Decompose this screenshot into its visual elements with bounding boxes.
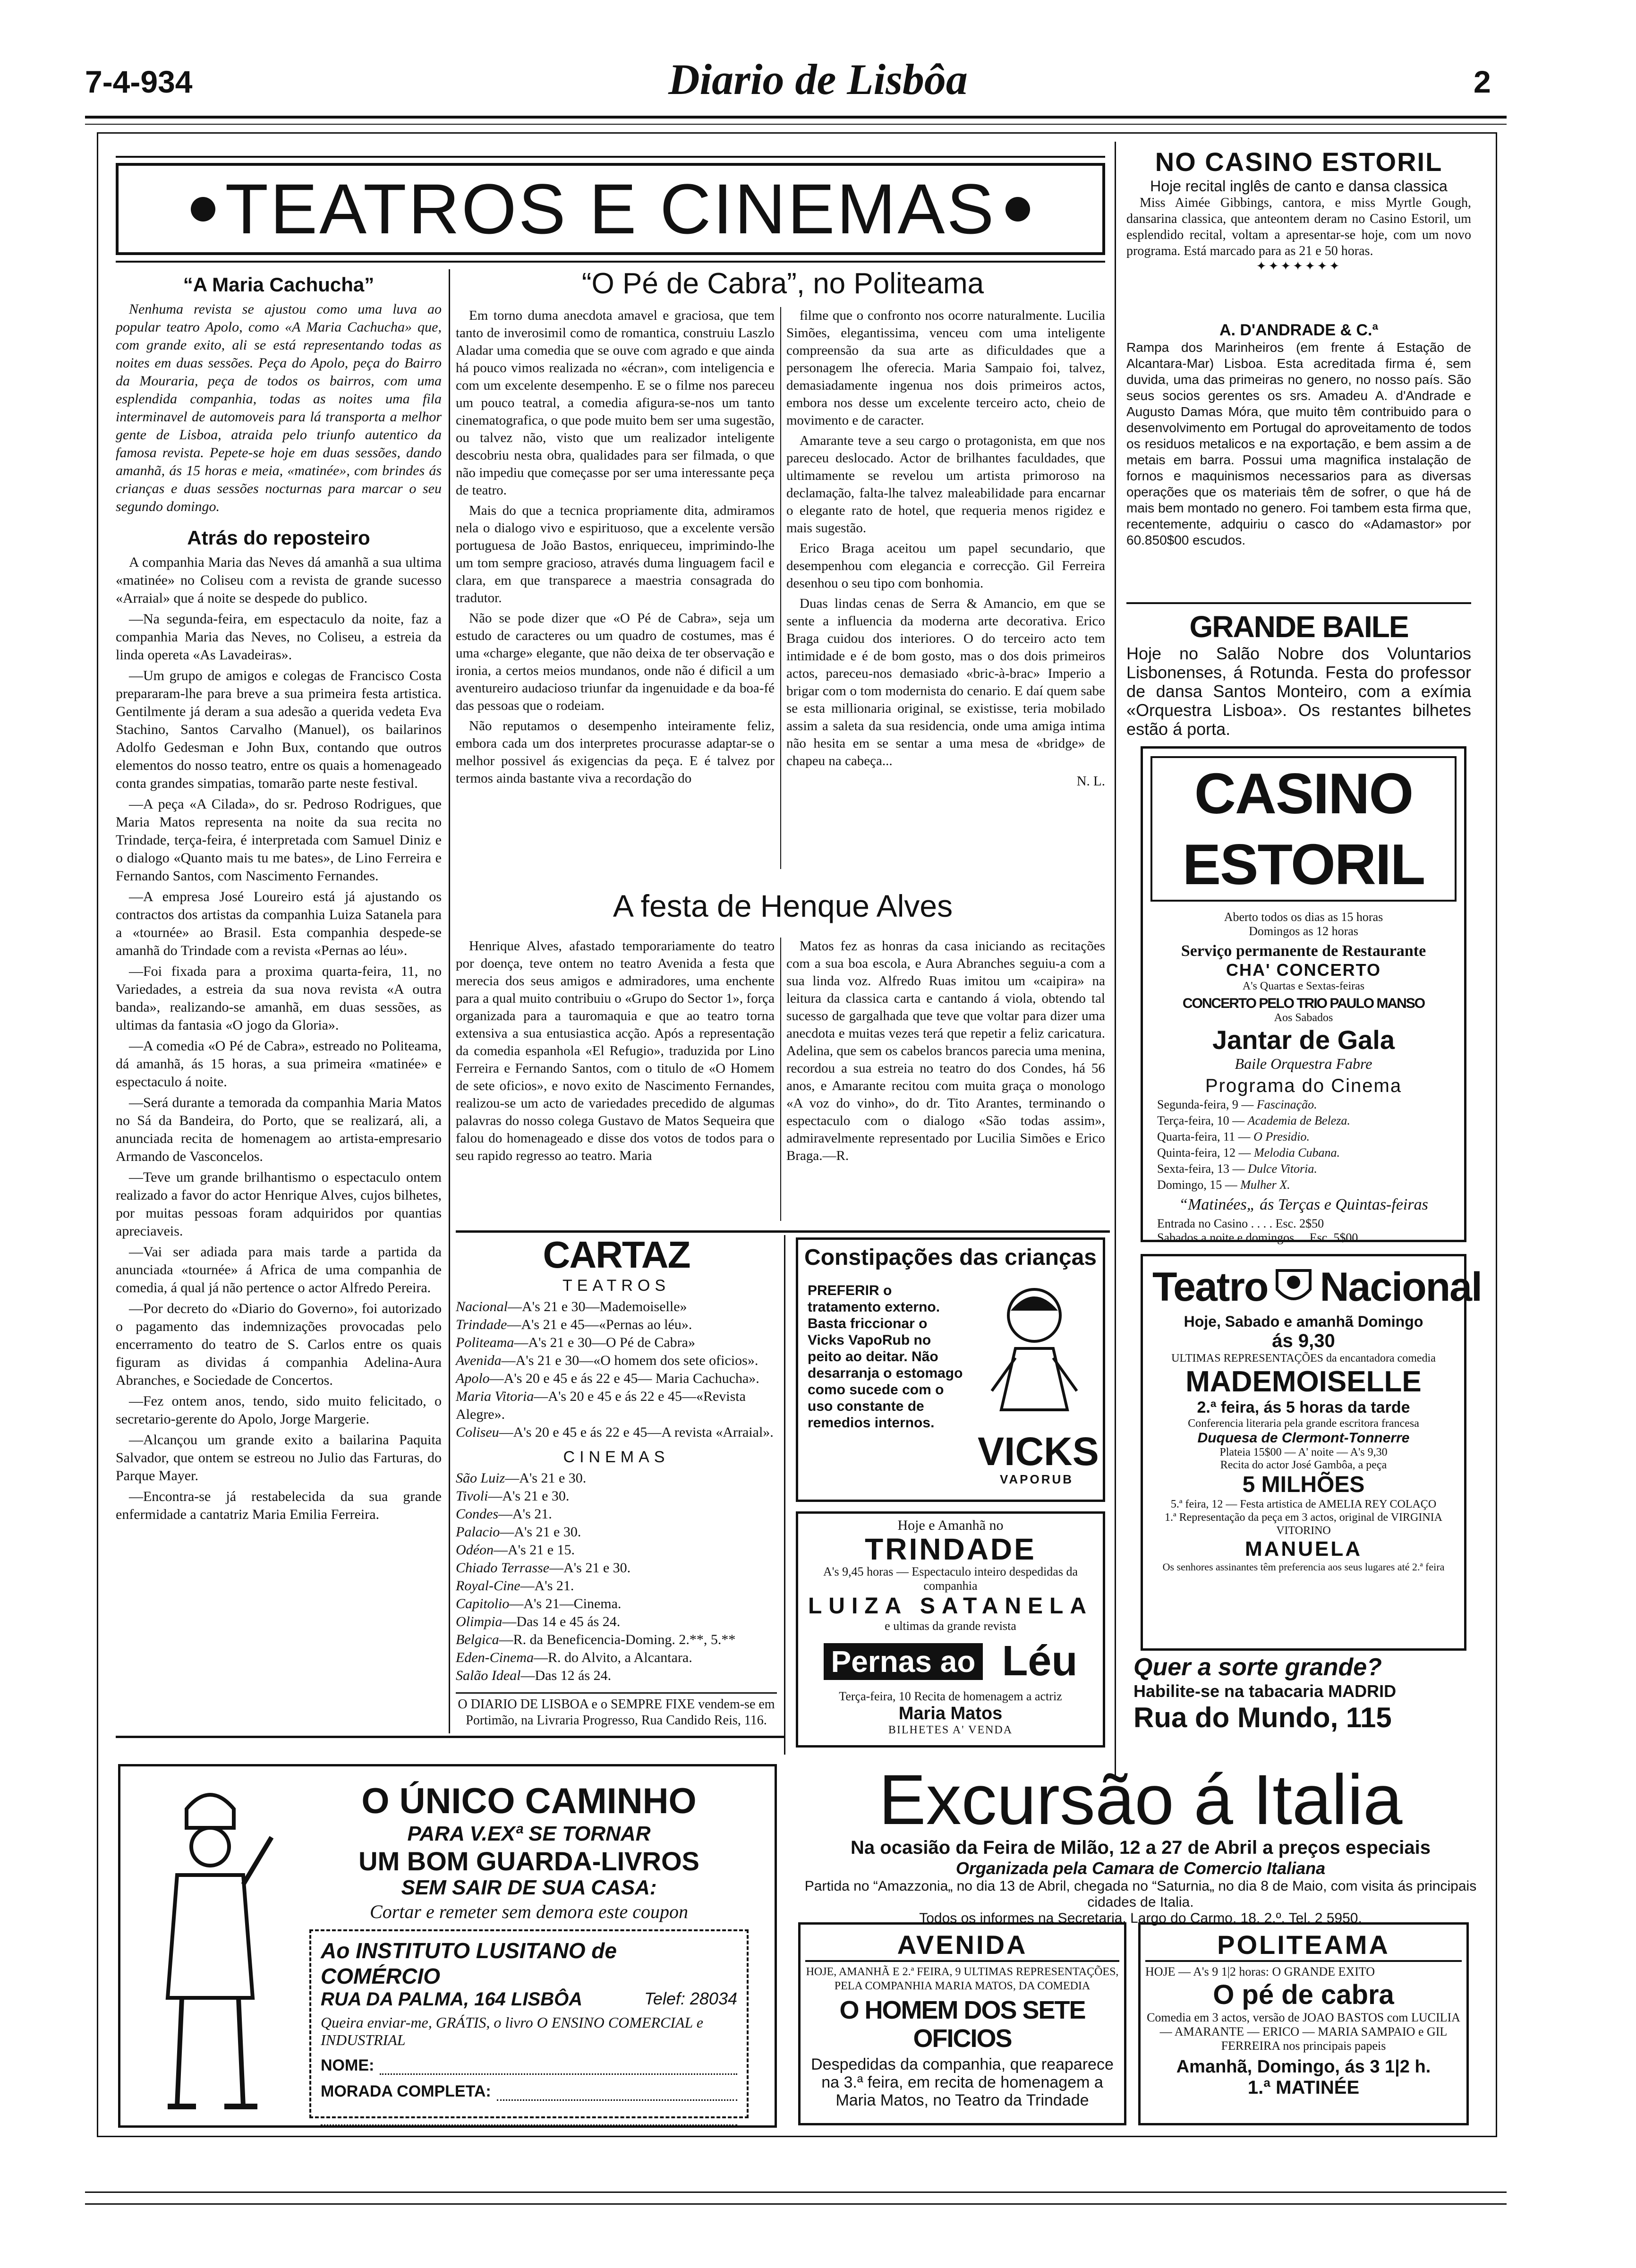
cartaz-teatro-text: —A's 21 e 45—«Pernas ao léu». bbox=[507, 1317, 692, 1332]
sorte-line1: Quer a sorte grande? bbox=[1133, 1654, 1382, 1681]
cartaz-cinema-name: Royal-Cine bbox=[456, 1578, 520, 1594]
casino-film-day: Terça-feira, 10 — bbox=[1157, 1114, 1245, 1127]
cartaz-cinema-text: —A's 21—Cinema. bbox=[509, 1596, 622, 1611]
col1-paragraph: —A empresa José Loureiro está já ajustando os contractos dos artistas da companhia Luiza Satanela para a «tournée» ao Brasil. Esta companhia despede-se amanhã do Trindade com a revista «Pernas ao léu». bbox=[116, 889, 442, 958]
casino-film-day: Quarta-feira, 11 — bbox=[1157, 1130, 1251, 1143]
trindade-play-right: Léu bbox=[1002, 1637, 1078, 1685]
cartaz-teatro-text: —A's 20 e 45 e ás 22 e 45—A revista «Arraial». bbox=[499, 1424, 774, 1440]
constipacoes-title: Constipações das crianças bbox=[804, 1245, 1097, 1270]
instituto-addr-row bbox=[321, 1989, 737, 2010]
avenida-text: Despedidas da companhia, que reaparece na 3.ª feira, em recita de homenagem a Maria Matos, no Teatro da Trindade bbox=[811, 2055, 1114, 2109]
pe-paragraph: filme que o confronto nos ocorre naturalmente. Lucilia Simões, elegantissima, venceu com uma inteligente compreensão da sua arte as dificuldades que a personagem lhe oferecia. Maria Sampaio foi, talvez, demasiadamente ingenua nos dois primeiros actos, embora nos desse um excelente terceiro acto, cheio de movimento e de caracter. bbox=[786, 308, 1105, 428]
cartaz-teatro-text: —A's 20 e 45 e ás 22 e 45—«Revista Alegre». bbox=[456, 1389, 746, 1422]
italia-line1: Na ocasião da Feira de Milão, 12 a 27 de Abril a preços especiais bbox=[851, 1837, 1431, 1858]
cartaz-cinema-text: —A's 21 e 15. bbox=[493, 1542, 575, 1558]
grande-baile-title: GRANDE BAILE bbox=[1189, 610, 1408, 644]
cartaz-teatro-name: Coliseu bbox=[456, 1424, 499, 1440]
cartaz-cinema-item bbox=[456, 1541, 777, 1559]
casino-concerto: CONCERTO PELO TRIO PAULO MANSO bbox=[1182, 996, 1425, 1011]
cartaz-teatro-text: —A's 21 e 30—O Pé de Cabra» bbox=[514, 1335, 695, 1350]
instituto-line1: O ÚNICO CAMINHO bbox=[361, 1781, 697, 1821]
cartaz-teatro-name: Maria Vitoria bbox=[456, 1389, 534, 1404]
casino-news-title: NO CASINO ESTORIL bbox=[1155, 147, 1443, 177]
masthead-rule bbox=[85, 116, 1507, 119]
column-divider bbox=[449, 269, 450, 1733]
casino-baile: Baile Orquestra Fabre bbox=[1235, 1055, 1372, 1072]
col1-paragraph: —Na segunda-feira, em espectaculo da noite, faz a companhia Maria das Neves, no Coliseu, a estreia da linda opereta «As Lavadeiras». bbox=[116, 611, 442, 663]
col1-paragraph: —Teve um grande brilhantismo o espectaculo ontem realizado a favor do actor Henrique Alves, cujos bilhetes, por muitas pessoas foram adquiridos por quantias apreciaveis. bbox=[116, 1169, 442, 1239]
instituto-tel: Telef: 28034 bbox=[644, 1989, 737, 2008]
vicks-brand-sub: VAPORUB bbox=[999, 1472, 1074, 1486]
casino-film-title: Mulher X. bbox=[1240, 1178, 1290, 1192]
banner-dot-right-icon bbox=[1005, 197, 1030, 222]
henrique-right: Matos fez as honras da casa iniciando as recitações com a sua boa escola, e Aura Abranches seguiu-a com a sua linda voz. Alfredo Ruas imitou um «caipira» na leitura da classica carta e cantando á viola, obtendo tal sucesso de gargalhada que teve que voltar para dizer uma anecdota e muitas vezes terá que repetir a feliz caricatura. Adelina, que sem os cabelos brancos parecia uma menina, recordou a sua estreia no teatro do dos Condes, há 56 anos, e Amarante recitou com muita graça o monologo «A voz do vinho», do dr. Tito Arantes, terminando o espectaculo com o dialogo «São todas assim», admiravelmente representado por Lucilia Simões e Erico Braga.—R. bbox=[786, 938, 1105, 1163]
instituto-line3: UM BOM GUARDA-LIVROS bbox=[358, 1846, 699, 1876]
teatro-nacional-socios: Os senhores assinantes têm preferencia aos seus lugares até 2.ª feira bbox=[1162, 1561, 1445, 1573]
maria-cachucha-headline: “A Maria Cachucha” bbox=[183, 273, 375, 296]
politeama-play: O pé de cabra bbox=[1213, 1979, 1394, 2010]
cartaz-cinema-name: Belgica bbox=[456, 1632, 499, 1647]
grande-baile bbox=[1126, 609, 1471, 737]
trindade-ad bbox=[796, 1511, 1105, 1748]
morada-label: MORADA COMPLETA: bbox=[321, 2082, 491, 2100]
cartaz-teatro-item bbox=[456, 1424, 777, 1441]
andrade-title: A. D'ANDRADE & C.ª bbox=[1219, 321, 1379, 339]
masthead-date: 7-4-934 bbox=[85, 64, 193, 99]
cartaz-cinema-item bbox=[456, 1487, 777, 1505]
casino-news-text: Miss Aimée Gibbings, cantora, e miss Myrtle Gough, dansarina classica, que anteontem deram no Casino Estoril, um esplendido recital, voltam a apresentar-se hoje, com um novo programa. Está marcado para as 21 e 50 horas. bbox=[1126, 196, 1471, 258]
sorte-line3: Rua do Mundo, 115 bbox=[1133, 1702, 1392, 1733]
trindade-company: LUIZA SATANELA bbox=[808, 1594, 1093, 1619]
casino-matinees: “Matinées„ ás Terças e Quintas-feiras bbox=[1179, 1196, 1428, 1213]
teatro-nacional-header bbox=[1148, 1261, 1482, 1313]
politeama-ad bbox=[1138, 1922, 1469, 2125]
cartaz-teatro-name: Trindade bbox=[456, 1317, 507, 1332]
cartaz-cinema-name: Odéon bbox=[456, 1542, 494, 1558]
politeama-matinee: 1.ª MATINÉE bbox=[1247, 2077, 1360, 2098]
casino-film-title: O Presidio. bbox=[1253, 1130, 1310, 1143]
trindade-title: TRINDADE bbox=[865, 1532, 1036, 1566]
col1-paragraph: —Foi fixada para a proxima quarta-feira, 11, no Variedades, a estreia da sua nova revista «A outra banda», realizando-se amanhã, em duas sessões, as ultimas da fantasia «O jogo da Gloria». bbox=[116, 963, 442, 1033]
instituto-coupon bbox=[309, 1929, 749, 2118]
cartaz-cinema-text: —R. do Alvito, a Alcantara. bbox=[533, 1650, 692, 1665]
cartaz-teatro-name: Politeama bbox=[456, 1335, 514, 1350]
column-divider bbox=[780, 307, 781, 869]
trindade-sub: A's 9,45 horas — Espectaculo inteiro despedidas da companhia bbox=[823, 1565, 1078, 1593]
masthead-title: Diario de Lisbôa bbox=[668, 55, 968, 103]
casino-open-2: Domingos as 12 horas bbox=[1249, 924, 1358, 938]
casino-open-1: Aberto todos os dias as 15 horas bbox=[1224, 910, 1383, 924]
cartaz-title: CARTAZ bbox=[543, 1234, 690, 1276]
sorte-line2: Habilite-se na tabacaria MADRID bbox=[1133, 1681, 1397, 1701]
italia-title: Excursão á Italia bbox=[878, 1760, 1403, 1839]
politeama-text: Comedia em 3 actos, versão de JOAO BASTOS com LUCILIA — AMARANTE — ERICO — MARIA SAMPAIO e GIL FERREIRA nos principais papeis bbox=[1147, 2011, 1460, 2053]
politeama-amanha: Amanhã, Domingo, ás 3 1|2 h. bbox=[1176, 2057, 1431, 2077]
cartaz-cinema-text: —A's 21 e 30. bbox=[549, 1560, 631, 1576]
trindade-venda: BILHETES A' VENDA bbox=[888, 1724, 1013, 1736]
soldier-illustration-icon bbox=[139, 1781, 281, 2121]
teatro-nacional-quinta: 5.ª feira, 12 — Festa artistica de AMELIA REY COLAÇO bbox=[1170, 1498, 1437, 1510]
casino-estoril-ad bbox=[1141, 746, 1466, 1245]
trindade-ultimas: e ultimas da grande revista bbox=[885, 1619, 1016, 1633]
casino-news-divider: ✦✦✦✦✦✦✦ bbox=[1256, 259, 1342, 273]
casino-jantar: Jantar de Gala bbox=[1212, 1025, 1395, 1055]
teatro-nacional-title-right: Nacional bbox=[1320, 1264, 1482, 1310]
andrade-notice bbox=[1126, 321, 1471, 609]
cartaz-teatros-label: TEATROS bbox=[562, 1277, 671, 1295]
col1-paragraph: —Fez ontem anos, tendo, sido muito felicitado, o secretario-gerente do Apolo, Jorge Margerie. bbox=[116, 1393, 442, 1427]
section-rule bbox=[1126, 602, 1471, 604]
henrique-left: Henrique Alves, afastado temporariamente do teatro por doença, teve ontem no teatro Avenida a festa que merecia dos seus amigos e admiradores, uma enchente para a qual muito contribuiu o «Grupo do Sector 1», força organizada para a tauromaquia e que ao teatro torna extensiva a sua entusiastica acção. Após a representação da comedia espanhola «El Refugio», traduzida por Lino Ferreira e Fernando Santos, com o titulo de «O Homem de sete oficios», e novo exito de Nascimento Fernandes, realizou-se um acto de variedades precedido de algumas palavras do nosso colega Gustavo de Matos Sequeira que falou do homenageado e disse dos votos de todos para o seu rapido regresso ao teatro. Maria bbox=[456, 938, 775, 1163]
henrique-alves-headline: A festa de Henque Alves bbox=[613, 888, 953, 923]
casino-film-day: Sexta-feira, 13 — bbox=[1157, 1162, 1245, 1176]
cartaz-cinema-name: Salão Ideal bbox=[456, 1668, 521, 1683]
casino-news-sub: Hoje recital inglês de canto e dansa classica bbox=[1150, 178, 1448, 195]
cartaz-cinema-text: —A's 21 e 30. bbox=[505, 1470, 587, 1486]
trindade-actress: Maria Matos bbox=[898, 1704, 1003, 1723]
teatro-nacional-tarde: 2.ª feira, ás 5 horas da tarde bbox=[1197, 1398, 1410, 1416]
pe-paragraph: Erico Braga aceitou um papel secundario, que desempenhou com elegancia e correcção. Gil Ferreira desenhou o seu tipo com bonhomia. bbox=[786, 541, 1105, 591]
casino-film-title: Melodia Cubana. bbox=[1254, 1146, 1340, 1160]
cartaz-teatro-item bbox=[456, 1388, 777, 1424]
casino-concerto-days: Aos Sabados bbox=[1274, 1012, 1333, 1024]
cartaz-cinema-item bbox=[456, 1613, 777, 1631]
casino-film-title: Dulce Vitoria. bbox=[1248, 1162, 1317, 1176]
constipacoes-text: PREFERIR o tratamento externo. Basta friccionar o Vicks VapoRub no peito ao deitar. Não desarranja o estomago como sucede com o uso constante de remedios internos. bbox=[808, 1283, 963, 1431]
col1-paragraph: —Será durante a temorada da companhia Maria Matos no Sá da Bandeira, do Porto, que se realizará, ali, a anunciada recita de homenagem ao artista-empresario Armando de Vasconcelos. bbox=[116, 1095, 442, 1164]
cartaz-cinema-text: —A's 21 e 30. bbox=[500, 1524, 581, 1540]
cartaz-cinema-item bbox=[456, 1595, 777, 1613]
trindade-hoje: Hoje e Amanhã no bbox=[897, 1518, 1004, 1533]
cartaz-cinema-name: São Luiz bbox=[456, 1470, 505, 1486]
cartaz-cinemas-label: CINEMAS bbox=[563, 1448, 670, 1466]
cartaz-footer: O DIARIO DE LISBOA e o SEMPRE FIXE vendem-se em Portimão, na Livraria Progresso, Rua Candido Reis, 116. bbox=[456, 1692, 777, 1729]
column-1 bbox=[116, 269, 442, 1729]
col1-paragraph: A companhia Maria das Neves dá amanhã a sua ultima «matinée» no Coliseu com a revista de grande sucesso «Arraial» que á noite se despede do publico. bbox=[116, 554, 442, 606]
vicks-brand: VICKS bbox=[978, 1429, 1099, 1474]
bottom-rule bbox=[85, 2203, 1507, 2205]
cartaz-teatro-text: —A's 21 e 30—Mademoiselle» bbox=[508, 1299, 687, 1314]
morada-field[interactable] bbox=[321, 2082, 737, 2101]
pe-paragraph: Não reputamos o desempenho inteiramente feliz, embora cada um dos interpretes procurasse adaptar-se o melhor possivel ás exigencias da peça. E é talvez por termos ainda bastante viva a recordação do bbox=[456, 718, 775, 786]
teatro-nacional-play2: 5 MILHÕES bbox=[1242, 1472, 1365, 1497]
column-divider bbox=[1115, 142, 1116, 1776]
casino-film-row bbox=[1157, 1097, 1450, 1113]
cartaz-teatro-name: Apolo bbox=[456, 1371, 490, 1386]
banner-dot-left-icon bbox=[191, 197, 215, 222]
italia-ad bbox=[793, 1760, 1488, 1926]
teatro-nacional-duquesa: Duquesa de Clermont-Tonnerre bbox=[1197, 1430, 1410, 1446]
column-divider bbox=[784, 1235, 785, 1755]
cartaz-cinema-name: Palacio bbox=[456, 1524, 500, 1540]
cartaz-cinema-item bbox=[456, 1523, 777, 1541]
banner-top-rule bbox=[116, 156, 1105, 158]
cartaz-cinema-text: —A's 21. bbox=[520, 1578, 574, 1594]
cartaz-teatro-name: Nacional bbox=[456, 1299, 508, 1314]
child-illustration-icon bbox=[973, 1282, 1096, 1415]
casino-cha: CHA' CONCERTO bbox=[1226, 960, 1381, 980]
banner-bottom-rule bbox=[116, 261, 1105, 263]
cartaz-teatro-text: —A's 20 e 45 e ás 22 e 45— Maria Cachucha». bbox=[489, 1371, 759, 1386]
italia-line3: Partida no “Amazzonia„ no dia 13 de Abril, chegada no “Saturnia„ no dia 8 de Maio, com visita ás principais cidades de Italia. bbox=[804, 1878, 1477, 1910]
morada-line[interactable] bbox=[497, 2083, 737, 2101]
casino-film-day: Quinta-feira, 12 — bbox=[1157, 1146, 1251, 1160]
pe-paragraph: Duas lindas cenas de Serra & Amancio, em que se sente a influencia da moderna arte decorativa. Erico Braga cuidou dos interiores. O do terceiro acto tem intimidade e é de bom gosto, mas o dos dois primeiros actos, pareceu-nos demasiado «bric-à-brac» Imperio a brigar com o tom modernista do cenario. E daí quem sabe se esta millionaria original, se existisse, teria mobilado assim a saleta da sua residencia, onde uma amiga intima não hesita em se sentar a uma mesa de «bridge» de chapeu na cabeça... bbox=[786, 596, 1105, 768]
instituto-addr: RUA DA PALMA, 164 LISBÔA bbox=[321, 1989, 583, 2010]
teatro-nacional-plateia: Plateia 15$00 — A' noite — A's 9,30 bbox=[1219, 1446, 1388, 1458]
casino-film-row bbox=[1157, 1161, 1450, 1177]
coat-of-arms-icon bbox=[1268, 1261, 1320, 1313]
cartaz-cinema-text: —R. da Beneficencia-Doming. 2.**, 5.** bbox=[499, 1632, 736, 1647]
maria-cachucha-text: Nenhuma revista se ajustou como uma luva ao popular teatro Apolo, como «A Maria Cachucha» que, com grande exito, ali se está representando todas as noites em duas sessões. Peça do Apolo, peça do Bairro da Mouraria, peça de todos os bairros, com uma esplendida companhia, todas as noites uma fila interminavel de automoveis para lá transporta a melhor gente de Lisboa, atraida pelo triunfo autentico da famosa revista. Pepete-se hoje em duas sessões, dando amanhã, ás 15 horas e meia, «matinée», com brindes ás crianças e duas sessões nocturnas para marcar o seu segundo domingo. bbox=[116, 301, 442, 514]
nome-label: NOME: bbox=[321, 2056, 375, 2074]
section-banner bbox=[116, 163, 1105, 255]
andrade-text: Rampa dos Marinheiros (em frente á Estação de Alcantara-Mar) Lisboa. Esta acreditada firma é, sem duvida, uma das primeiras no genero, no nosso país. São seus socios gerentes os srs. Amadeu A. d'Andrade e Augusto Damas Móra, que muito têm contribuido para o desenvolvimento em Portugal do aproveitamento de todos os residuos metalicos e na exportação, e bem assim a de metais em barra. Possui uma magnifica instalação de fornos e maquinismos necessarios para as diversas operações que os materiais têm de sofrer, o que há de mais bem montado no genero. Foi tambem esta firma que, recentemente, adquiriu o casco do «Adamastor» por 60.850$00 escudos. bbox=[1126, 340, 1471, 547]
masthead-rule-thin bbox=[85, 124, 1507, 125]
cartaz-teatro-item bbox=[456, 1370, 777, 1388]
avenida-sub: HOJE, AMANHÃ E 2.ª FEIRA, 9 ULTIMAS REPRESENTAÇÕES, PELA COMPANHIA MARIA MATOS, DA COMEDIA bbox=[806, 1966, 1119, 1992]
teatro-nacional-line1: Hoje, Sabado e amanhã Domingo bbox=[1184, 1313, 1423, 1330]
cartaz-cinema-text: —A's 21. bbox=[498, 1506, 552, 1522]
instituto-name: Ao INSTITUTO LUSITANO de COMÉRCIO bbox=[321, 1938, 617, 1988]
teatro-nacional-ad bbox=[1141, 1254, 1482, 1651]
pe-de-cabra-headline: “O Pé de Cabra”, no Politeama bbox=[581, 267, 984, 300]
cartaz-cinema-item bbox=[456, 1469, 777, 1487]
section-rule bbox=[116, 1736, 784, 1738]
page-number: 2 bbox=[1474, 64, 1491, 99]
cartaz-cinema-text: —Das 12 ás 24. bbox=[520, 1668, 612, 1683]
bottom-rule bbox=[85, 2191, 1507, 2193]
cartaz-cinema-name: Tivoli bbox=[456, 1488, 488, 1504]
instituto-ad bbox=[118, 1764, 777, 2128]
reposteiro-headline: Atrás do reposteiro bbox=[187, 527, 370, 549]
avenida-ad bbox=[798, 1922, 1126, 2125]
trindade-play-row bbox=[802, 1637, 1099, 1686]
italia-line4: Todos os informes na Secretaria, Largo do Carmo, 18, 2.º. Tel. 2 5950. bbox=[919, 1910, 1362, 1926]
casino-service: Serviço permanente de Restaurante bbox=[1181, 942, 1426, 960]
pe-paragraph: Em torno duma anecdota amavel e graciosa, que tem tanto de inverosimil como de romantica, construiu Laszlo Aladar uma comedia que se ouve com agrado e que ainda há pouco vimos realizada no «écran», com inteligencia e com um excelente desempenho. E se o filme nos pareceu um pouco teatral, a comedia afigura-se-nos um tanto cinematografica, o que pode muito bem ser uma sugestão, ou talvez não, visto que um realizador inteligente descobriu nesta obra, qualidades para ser filmada, o que não impediu que começasse por ser uma interessante peça de teatro. bbox=[456, 308, 775, 498]
cartaz-cinema-name: Chiado Terrasse bbox=[456, 1560, 550, 1576]
pe-signature: N. L. bbox=[1076, 774, 1105, 789]
casino-sabados: Sabados a noite e domingos . . Esc. 5$00 bbox=[1157, 1231, 1358, 1245]
cartaz-cinema-text: —Das 14 e 45 ás 24. bbox=[502, 1614, 621, 1629]
teatro-nacional-title-left: Teatro bbox=[1152, 1264, 1268, 1310]
instituto-line4: SEM SAIR DE SUA CASA: bbox=[401, 1876, 657, 1899]
nome-line[interactable] bbox=[380, 2057, 737, 2075]
casino-programa: Programa do Cinema bbox=[1205, 1075, 1402, 1096]
casino-film-row bbox=[1157, 1177, 1450, 1193]
col1-paragraph: —Por decreto do «Diario do Governo», foi autorizado o pagamento das indemnizações provocadas pelo encerramento do teatro de S. Carlos entre os quais figuram as dividas á companhia Adelina-Aura Abranches, e Sociedade de Concertos. bbox=[116, 1301, 442, 1388]
trindade-terca: Terça-feira, 10 Recita de homenagem a actriz bbox=[839, 1689, 1062, 1703]
teatro-nacional-play: MADEMOISELLE bbox=[1185, 1365, 1422, 1398]
casino-film-title: Fascinação. bbox=[1256, 1098, 1317, 1111]
pe-paragraph: Mais do que a tecnica propriamente dita, admiramos nela o dialogo vivo e espirituoso, que a excelente versão portuguesa de João Bastos, enriqueceu, imprimindo-lhe um tom sempre gracioso, através duma linguagem facil e clara, em que transparece a maestria consagrada do tradutor. bbox=[456, 503, 775, 605]
column-divider bbox=[780, 938, 781, 1221]
grande-baile-text: Hoje no Salão Nobre dos Voluntarios Lisbonenses, á Rotunda. Festa do professor de dansa Santos Monteiro, com a exímia «Orquestra Lisboa». Os restantes bilhetes estão á porta. bbox=[1126, 644, 1471, 739]
col1-paragraph: —A peça «A Cilada», do sr. Pedroso Rodrigues, que Maria Matos representa na noite da sua recita no Trindade, terça-feira, é interpretada com Samuel Diniz e o dialogo «Quanto mais tu me bates», de Lino Ferreira e Fernando Santos, com Nascimento Fernandes. bbox=[116, 796, 442, 884]
cartaz-teatro-item bbox=[456, 1316, 777, 1334]
cartaz-teatro-item bbox=[456, 1298, 777, 1316]
pe-de-cabra-left bbox=[456, 307, 775, 869]
cartaz-cinema-item bbox=[456, 1559, 777, 1577]
politeama-title: POLITEAMA bbox=[1145, 1929, 1462, 1962]
col1-paragraph: —Alcançou um grande exito a bailarina Paquita Salvador, que ontem se estreou no Julio das Farturas, do Parque Mayer. bbox=[116, 1432, 442, 1484]
casino-cha-days: A's Quartas e Sextas-feiras bbox=[1242, 980, 1365, 992]
casino-film-day: Domingo, 15 — bbox=[1157, 1178, 1237, 1192]
cartaz-cinema-item bbox=[456, 1649, 777, 1667]
cartaz-teatro-item bbox=[456, 1334, 777, 1352]
instituto-line2: PARA V.EXª SE TORNAR bbox=[407, 1822, 651, 1845]
cartaz-cinema-name: Olimpia bbox=[456, 1614, 503, 1629]
casino-film-row bbox=[1157, 1113, 1450, 1129]
casino-film-row bbox=[1157, 1129, 1450, 1145]
pe-paragraph: Amarante teve a seu cargo o protagonista, em que nos pareceu deslocado. Actor de brilhantes faculdades, que ultimamente se revelou um artista primoroso na declamação, falta-lhe talvez maleabilidade para encarnar o elegante rato de hotel, que requeria menos rigidez e mais sugestão. bbox=[786, 433, 1105, 536]
morada-line-extra[interactable] bbox=[321, 2101, 737, 2126]
casino-entrada: Entrada no Casino . . . . Esc. 2$50 bbox=[1157, 1217, 1324, 1230]
col1-paragraph: —Vai ser adiada para mais tarde a partida da anunciada «tournée» á Africa de uma companhia de comedia, á qual já não pertence o actor Alfredo Pereira. bbox=[116, 1244, 442, 1296]
cartaz-cinema-item bbox=[456, 1577, 777, 1595]
cartaz-cinema-name: Eden-Cinema bbox=[456, 1650, 534, 1665]
casino-film-row bbox=[1157, 1145, 1450, 1161]
cartaz-box bbox=[456, 1235, 777, 1757]
banner-title: TEATROS E CINEMAS bbox=[225, 169, 996, 248]
section-rule bbox=[456, 1230, 1110, 1233]
col1-paragraph: —Um grupo de amigos e colegas de Francisco Costa prepararam-lhe para breve a sua primeira festa artistica. Gentilmente já deram a sua adesão a querida vedeta Eva Stachino, Santos Carvalho (Manuel), os bailarinos Adolfo Gedesman e John Bux, contando que outros elementos do nosso teatro, entre os quais a homenageado conta grandes simpatias, tomarão parte neste festival. bbox=[116, 668, 442, 791]
cartaz-teatro-item bbox=[456, 1352, 777, 1370]
cartaz-cinema-item bbox=[456, 1505, 777, 1523]
col1-paragraph: —Encontra-se já restabelecida da sua grande enfermidade a cantatriz Maria Emilia Ferreira. bbox=[116, 1489, 442, 1522]
cartaz-cinema-item bbox=[456, 1667, 777, 1685]
cartaz-cinema-item bbox=[456, 1631, 777, 1649]
sorte-ad bbox=[1133, 1653, 1474, 1748]
politeama-sub: HOJE — A's 9 1|2 horas: O GRANDE EXITO bbox=[1145, 1965, 1375, 1978]
cartaz-cinema-name: Capitolio bbox=[456, 1596, 510, 1611]
casino-film-list bbox=[1150, 1097, 1457, 1193]
cartaz-cinema-name: Condes bbox=[456, 1506, 498, 1522]
nome-field[interactable] bbox=[321, 2056, 737, 2075]
teatro-nacional-time: ás 9,30 bbox=[1272, 1330, 1335, 1351]
teatro-nacional-ultimas: ULTIMAS REPRESENTAÇÕES da encantadora comedia bbox=[1171, 1352, 1436, 1364]
casino-film-title: Academia de Beleza. bbox=[1247, 1114, 1350, 1127]
trindade-play-left: Pernas ao bbox=[824, 1643, 983, 1680]
teatro-nacional-play3: MANUELA bbox=[1245, 1537, 1362, 1560]
instituto-coupon-text: Queira enviar-me, GRÁTIS, o livro O ENSINO COMERCIAL e INDUSTRIAL bbox=[321, 2014, 703, 2048]
avenida-play: O HOMEM DOS SETE OFICIOS bbox=[839, 1996, 1085, 2053]
teatro-nacional-conf: Conferencia literaria pela grande escritora francesa bbox=[1188, 1417, 1419, 1430]
avenida-title: AVENIDA bbox=[805, 1929, 1119, 1962]
cartaz-cinema-text: —A's 21 e 30. bbox=[488, 1488, 570, 1504]
pe-de-cabra-right bbox=[786, 307, 1105, 869]
instituto-line5: Cortar e remeter sem demora este coupon bbox=[370, 1901, 688, 1922]
italia-line2: Organizada pela Camara de Comercio Italiana bbox=[955, 1859, 1326, 1878]
cartaz-teatro-text: —A's 21 e 30—«O homem dos sete oficios». bbox=[501, 1353, 758, 1368]
cartaz-teatro-name: Avenida bbox=[456, 1353, 502, 1368]
teatro-nacional-recita: Recita do actor José Gambôa, a peça bbox=[1220, 1459, 1387, 1471]
casino-film-day: Segunda-feira, 9 — bbox=[1157, 1098, 1254, 1111]
col1-paragraph: —A comedia «O Pé de Cabra», estreado no Politeama, dá amanhã, ás 15 horas, a sua primeira «matinée» e espectaculo á noite. bbox=[116, 1038, 442, 1090]
pe-paragraph: Não se pode dizer que «O Pé de Cabra», seja um estudo de caracteres ou um quadro de costumes, mas é uma «charge» elegante, que não deixa de ter observação e ironia, a certos meios mundanos, onde não é dificil a um aventureiro audacioso triunfar da ingenuidade e da boa-fé das pessoas que o rodeiam. bbox=[456, 611, 775, 713]
teatro-nacional-rep: 1.ª Representação da peça em 3 actos, original de VIRGINIA VITORINO bbox=[1165, 1511, 1442, 1537]
casino-ad-title: CASINO ESTORIL bbox=[1150, 756, 1457, 902]
constipacoes-ad bbox=[796, 1237, 1105, 1502]
